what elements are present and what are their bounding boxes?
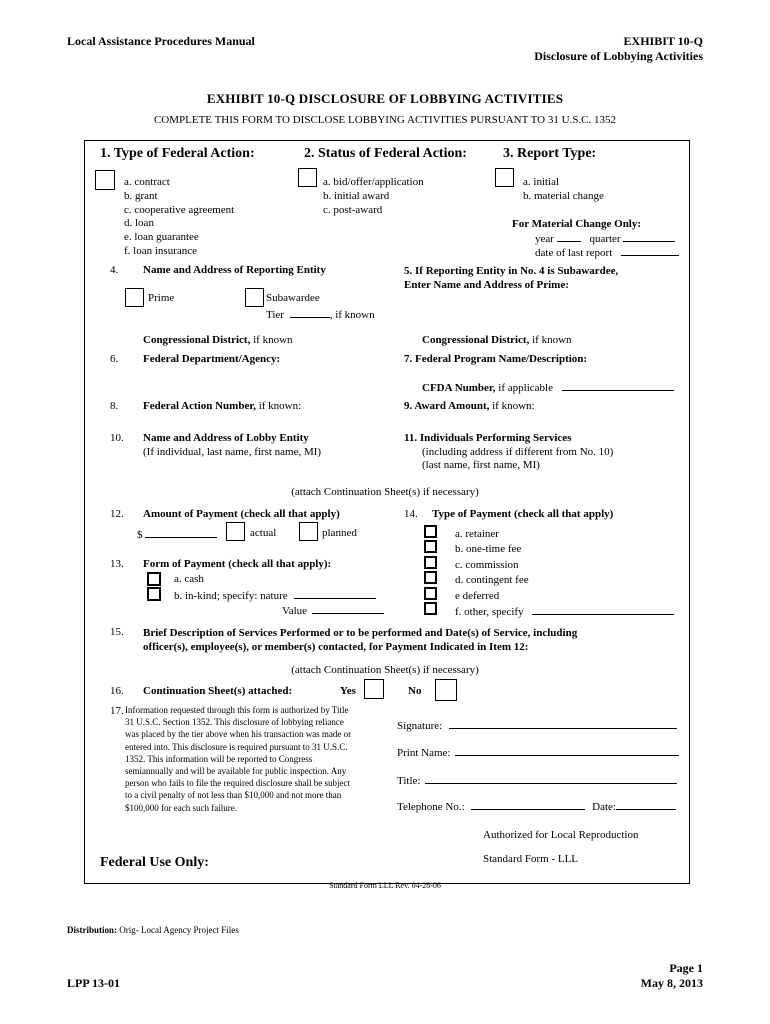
award-amount-label: 9. Award Amount, (404, 400, 490, 412)
dollar-sign: $ (137, 529, 143, 541)
prime-label: Prime (148, 292, 175, 304)
option-commission: c. commission (455, 558, 519, 571)
individuals-hint: (including address if different from No. 10) (last name, first name, MI) (422, 445, 614, 471)
report-type-options (523, 176, 604, 204)
option-material-change: b. material change (523, 189, 604, 202)
federal-department-label: Federal Department/Agency: (143, 353, 281, 365)
no-checkbox[interactable] (435, 679, 457, 701)
option-initial-award: b. initial award (323, 189, 390, 202)
deferred-checkbox[interactable] (424, 587, 437, 600)
item-4-number: 4. (110, 264, 119, 276)
standard-form-label: Standard Form - LLL (483, 853, 579, 865)
report-type-checkbox[interactable] (495, 168, 514, 187)
type-of-federal-action-heading: 1. Type of Federal Action: (100, 146, 255, 161)
federal-program-label: 7. Federal Program Name/Description: (404, 353, 588, 365)
lpp-number: LPP 13-01 (67, 976, 120, 990)
status-of-federal-action-heading: 2. Status of Federal Action: (304, 146, 467, 161)
tier-label: Tier (266, 309, 284, 321)
quarter-label: quarter (589, 233, 621, 245)
option-grant: b. grant (124, 189, 158, 202)
status-options (323, 176, 424, 217)
commission-checkbox[interactable] (424, 556, 437, 569)
attach-note-1: (attach Continuation Sheet(s) if necessary) (291, 486, 479, 498)
inkind-checkbox[interactable] (147, 587, 161, 601)
cfda-line (422, 380, 674, 394)
contingent-fee-checkbox[interactable] (424, 571, 437, 584)
item-17-number: 17. (110, 705, 124, 717)
quarter-field[interactable] (623, 231, 675, 242)
other-checkbox[interactable] (424, 602, 437, 615)
date-last-report-field[interactable] (621, 245, 679, 256)
option-other-specify (455, 604, 674, 620)
report-type-heading: 3. Report Type: (503, 146, 597, 161)
actual-checkbox[interactable] (226, 522, 245, 541)
tier-if-known: , if known (329, 309, 375, 321)
retainer-checkbox[interactable] (424, 525, 437, 538)
option-post-award: c. post-award (323, 203, 383, 216)
print-name-field[interactable] (455, 745, 679, 756)
date-field[interactable] (616, 799, 676, 810)
federal-action-number-label: Federal Action Number, (143, 400, 256, 412)
federal-use-only: Federal Use Only: (100, 855, 209, 870)
item-14-number: 14. (404, 508, 418, 520)
award-amount-if-known: if known: (489, 400, 535, 412)
no-label: No (408, 685, 422, 697)
cash-checkbox[interactable] (147, 572, 161, 586)
signature-field[interactable] (449, 718, 677, 729)
signature-line (397, 718, 677, 732)
individuals-block (404, 432, 613, 473)
option-loan: d. loan (124, 217, 154, 230)
item-12-number: 12. (110, 508, 124, 520)
amount-of-payment-label: Amount of Payment (check all that apply) (143, 508, 340, 520)
title-line (397, 773, 677, 787)
telephone-date-line (397, 799, 676, 813)
footer-date: May 8, 2013 (640, 976, 703, 990)
cash-label: a. cash (174, 573, 204, 585)
award-amount-line (404, 400, 535, 412)
item-13-number: 13. (110, 558, 124, 570)
payment-type-options (455, 527, 674, 620)
telephone-label: Telephone No.: (397, 801, 465, 813)
option-loan-guarantee: e. loan guarantee (124, 231, 199, 244)
reporting-entity-label: Name and Address of Reporting Entity (143, 264, 326, 276)
authorized-reproduction: Authorized for Local Reproduction (483, 829, 639, 841)
prime-checkbox[interactable] (125, 288, 144, 307)
services-description-label: Brief Description of Services Performed or to be performed and Date(s) of Service, including officer(s), employee(s), or member(s) contacted, for Payment Indicated in Item 12: (143, 627, 578, 653)
congressional-district-label: Congressional District, (422, 334, 530, 346)
inkind-line (174, 588, 376, 602)
cfda-if-applicable: if applicable (495, 382, 553, 394)
date-label: Date: (592, 801, 616, 813)
page-title: EXHIBIT 10-Q DISCLOSURE OF LOBBYING ACTIVITIES (206, 91, 564, 106)
exhibit-number: EXHIBIT 10-Q (623, 34, 703, 48)
option-one-time-fee: b. one-time fee (455, 543, 522, 556)
federal-action-number-line (143, 400, 301, 412)
signer-title-label: Title: (397, 775, 421, 787)
item-15-number: 15. (110, 626, 124, 638)
date-last-report-line (535, 245, 679, 259)
year-label: year (535, 233, 554, 245)
option-loan-insurance: f. loan insurance (124, 244, 197, 257)
option-contract: a. contract (124, 176, 170, 188)
congressional-district-right (422, 334, 572, 346)
congressional-district-if-known: if known (529, 334, 572, 346)
item-6-number: 6. (110, 353, 119, 365)
lobby-entity-label: Name and Address of Lobby Entity (143, 432, 309, 444)
federal-action-checkbox[interactable] (95, 170, 115, 190)
distribution-line (67, 925, 239, 935)
tier-line (266, 307, 375, 321)
congressional-district-label: Congressional District, (143, 334, 251, 346)
one-time-fee-checkbox[interactable] (424, 540, 437, 553)
signer-title-field[interactable] (425, 773, 677, 784)
value-line (282, 603, 384, 617)
option-initial: a. initial (523, 176, 560, 188)
option-bid-offer: a. bid/offer/application (323, 176, 424, 188)
planned-checkbox[interactable] (299, 522, 318, 541)
signature-label: Signature: (397, 720, 443, 732)
amount-field[interactable] (145, 527, 217, 538)
congressional-district-if-known: if known (250, 334, 293, 346)
manual-title: Local Assistance Procedures Manual (67, 34, 255, 48)
lobby-entity-hint: (If individual, last name, first name, MI) (143, 445, 322, 458)
federal-action-options (124, 176, 234, 259)
item-8-number: 8. (110, 400, 119, 412)
form-of-payment-label: Form of Payment (check all that apply): (143, 558, 332, 570)
tier-field[interactable] (290, 307, 330, 318)
planned-label: planned (322, 527, 357, 539)
subawardee-label: Subawardee (266, 292, 320, 304)
material-change-heading: For Material Change Only: (512, 218, 642, 230)
date-last-report-label: date of last report (535, 247, 613, 259)
option-contingent-fee: d. contingent fee (455, 574, 529, 587)
year-quarter-line (535, 231, 675, 245)
item-16-number: 16. (110, 685, 124, 697)
attach-note-2: (attach Continuation Sheet(s) if necessary) (291, 664, 479, 676)
page-number: Page 1 (669, 961, 703, 975)
instruction-text: COMPLETE THIS FORM TO DISCLOSE LOBBYING ACTIVITIES PURSUANT TO 31 U.S.C. 1352 (153, 114, 617, 126)
option-cooperative-agreement: c. cooperative agreement (124, 203, 235, 216)
value-field[interactable] (312, 603, 384, 614)
yes-checkbox[interactable] (364, 679, 384, 699)
subawardee-checkbox[interactable] (245, 288, 264, 307)
telephone-field[interactable] (471, 799, 585, 810)
cfda-label: CFDA Number, (422, 382, 496, 394)
actual-label: actual (250, 527, 277, 539)
prime-entity-label: 5. If Reporting Entity in No. 4 is Subawardee, Enter Name and Address of Prime: (404, 265, 619, 291)
item-10-number: 10. (110, 432, 124, 444)
nature-field[interactable] (294, 588, 376, 599)
inkind-label: b. in-kind; specify: nature (174, 590, 288, 602)
lobby-entity-block (143, 432, 321, 459)
other-specify-field[interactable] (532, 604, 674, 615)
federal-action-number-if-known: if known: (255, 400, 302, 412)
year-field[interactable] (557, 231, 581, 242)
continuation-sheets-label: Continuation Sheet(s) attached: (143, 685, 293, 697)
dollar-amount-line (137, 527, 217, 541)
status-checkbox[interactable] (298, 168, 317, 187)
individuals-label: 11. Individuals Performing Services (404, 432, 572, 444)
distribution-label: Distribution: (67, 925, 118, 935)
option-retainer: a. retainer (455, 528, 499, 540)
congressional-district-left (143, 334, 293, 346)
exhibit-subtitle: Disclosure of Lobbying Activities (534, 49, 703, 63)
cfda-field[interactable] (562, 380, 674, 391)
option-other-label: f. other, specify (455, 606, 524, 619)
distribution-text: Orig- Local Agency Project Files (117, 925, 239, 935)
value-label: Value (282, 605, 308, 617)
print-name-line (397, 745, 679, 759)
authority-statement: Information requested through this form is authorized by Title 31 U.S.C. Section 1352. This disclosure of lobbying reliance was placed by the tier above when his transaction was made or entered into. This disclosure is required pursuant to 31 U.S.C. 1352. This information will be reported to Congress semiannually and will be available for public inspection. Any person who fails to file the required disclosure shall be subject to a civil penalty of not less than $10,000 and not more than $100,000 for each such failure. (125, 705, 352, 813)
option-deferred: e deferred (455, 589, 500, 602)
type-of-payment-label: Type of Payment (check all that apply) (432, 508, 614, 520)
print-name-label: Print Name: (397, 747, 451, 759)
form-revision: Standard Form LLL Rev. 04-28-06 (329, 881, 441, 890)
yes-label: Yes (340, 685, 356, 697)
